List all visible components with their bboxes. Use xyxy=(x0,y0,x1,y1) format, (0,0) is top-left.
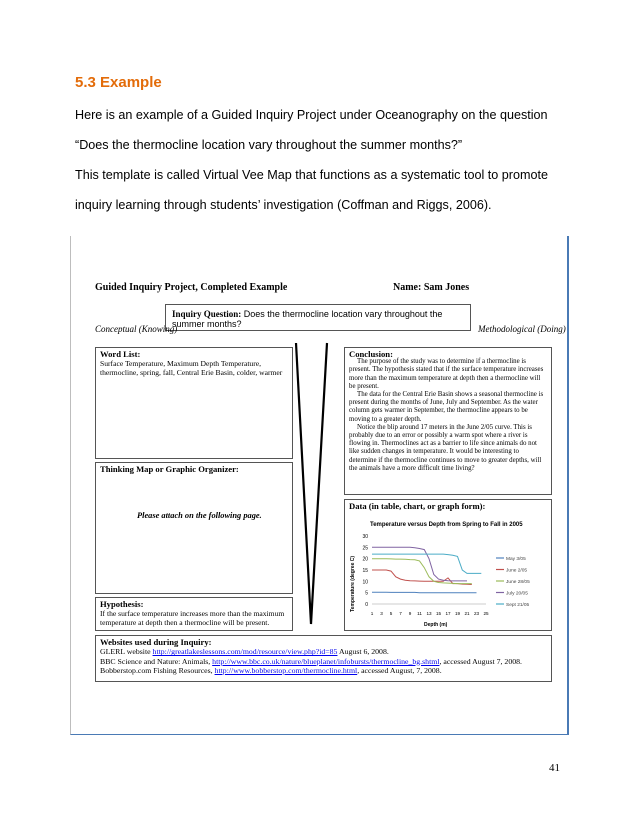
vee-title: Guided Inquiry Project, Completed Example xyxy=(95,282,288,293)
y-tick-label: 15 xyxy=(362,568,368,574)
website-3-date: , accessed August, 7, 2008. xyxy=(357,665,442,675)
intro-paragraph-4: inquiry learning through students’ investigation (Coffman and Riggs, 2006). xyxy=(75,198,492,212)
website-1-link[interactable]: http://greatlakeslessons.com/mod/resource/view.php?id=85 xyxy=(152,647,338,657)
series-line xyxy=(372,559,472,584)
x-tick-label: 25 xyxy=(483,611,489,616)
website-2-source: BBC Science and Nature: Animals, xyxy=(100,656,213,666)
legend-entry: June 28/05 xyxy=(506,579,530,585)
y-tick-label: 20 xyxy=(362,556,368,563)
x-tick-label: 5 xyxy=(389,611,393,616)
data-heading: Data (in table, chart, or graph form): xyxy=(349,501,486,511)
hypothesis-text: If the surface temperature increases more than the maximum temperature at depth then a thermocline will be present. xyxy=(100,609,285,627)
website-entry-2 xyxy=(100,657,547,666)
websites-box xyxy=(95,635,552,682)
legend-entry: July 20/05 xyxy=(506,591,528,597)
website-3-source: Bobberstop.com Fishing Resources, xyxy=(100,665,215,675)
x-tick-label: 23 xyxy=(473,611,480,616)
website-1-source: GLERL website xyxy=(100,647,153,657)
series-line xyxy=(372,592,477,593)
y-tick-label: 10 xyxy=(362,579,368,586)
x-tick-label: 1 xyxy=(370,611,374,616)
inquiry-question-text: Does the thermocline location vary throughout the summer months? xyxy=(172,309,443,329)
x-tick-label: 19 xyxy=(454,611,461,616)
hypothesis-box xyxy=(95,597,293,631)
thinking-map-heading: Thinking Map or Graphic Organizer: xyxy=(100,464,239,474)
chart-axes xyxy=(362,534,489,616)
website-entry-3 xyxy=(100,666,547,675)
hypothesis-heading: Hypothesis: xyxy=(100,599,144,609)
attach-note: Please attach on the following page. xyxy=(137,511,262,520)
website-entry-1 xyxy=(100,647,547,656)
word-list-text: Surface Temperature, Maximum Depth Temperature, thermocline, spring, fall, Central Erie Basin, colder, warmer xyxy=(100,359,283,377)
x-tick-label: 13 xyxy=(426,611,432,616)
conclusion-paragraph-3: Notice the blip around 17 meters in the June 2/05 curve. This is probably due to an error or possibly a warm spot where a river is flowing in. Thermoclines act as a barrier to life since animals do not like sudden changes in temperature. It would be interesting to determine if the thermocline continues to move to greater depths, will the animals have a more difficult time living? xyxy=(349,423,542,472)
intro-paragraph-1: Here is an example of a Guided Inquiry Project under Oceanography on the question xyxy=(75,108,548,122)
legend-entry: Sept 21/05 xyxy=(506,602,530,608)
y-tick-label: 0 xyxy=(365,602,368,608)
conclusion-heading: Conclusion: xyxy=(349,349,393,359)
chart-series xyxy=(372,547,481,592)
websites-heading: Websites used during Inquiry: xyxy=(100,637,212,647)
word-list-box xyxy=(95,347,293,459)
section-heading: 5.3 Example xyxy=(75,74,162,91)
x-tick-label: 9 xyxy=(408,611,412,616)
student-name: Name: Sam Jones xyxy=(393,282,470,293)
y-tick-label: 5 xyxy=(365,590,368,597)
x-tick-label: 15 xyxy=(435,611,442,616)
x-tick-label: 21 xyxy=(464,611,470,616)
website-2-date: , accessed August 7, 2008. xyxy=(439,656,522,666)
page-number: 41 xyxy=(549,762,560,774)
x-tick-label: 3 xyxy=(380,611,383,616)
intro-paragraph-3: This template is called Virtual Vee Map that functions as a systematic tool to promote xyxy=(75,168,548,182)
conceptual-label: Conceptual (Knowing) xyxy=(95,324,178,334)
x-tick-label: 7 xyxy=(399,611,402,616)
conclusion-box xyxy=(344,347,552,495)
chart-y-label: Temperature (degree C) xyxy=(350,555,356,612)
website-1-date: August 6, 2008. xyxy=(337,647,389,657)
y-tick-label: 25 xyxy=(362,545,368,552)
methodological-label: Methodological (Doing) xyxy=(478,324,566,334)
website-3-link[interactable]: http://www.bobberstop.com/thermocline.html xyxy=(214,665,358,675)
chart-legend xyxy=(496,556,530,608)
intro-paragraph-2: “Does the thermocline location vary throughout the summer months?” xyxy=(75,138,463,152)
series-line xyxy=(372,570,472,585)
conclusion-paragraph-1: The purpose of the study was to determine if a thermocline is present. The hypothesis stated that if the surface temperature increases more than the maximum temperature at depth then a thermocline will be present. xyxy=(349,358,544,390)
series-line xyxy=(372,547,467,581)
y-tick-label: 30 xyxy=(362,534,368,540)
temperature-depth-chart xyxy=(346,516,550,628)
chart-x-label: Depth (m) xyxy=(424,622,448,628)
legend-entry: May 3/05 xyxy=(506,556,526,562)
website-2-link[interactable]: http://www.bbc.co.uk/nature/blueplanet/infobursts/thermocline_bg.shtml xyxy=(212,656,440,666)
x-tick-label: 17 xyxy=(445,611,451,616)
chart-title: Temperature versus Depth from Spring to Fall in 2005 xyxy=(370,522,523,528)
x-tick-label: 11 xyxy=(417,611,422,616)
word-list-heading: Word List: xyxy=(100,349,141,359)
inquiry-question-label: Inquiry Question: xyxy=(172,309,242,319)
conclusion-paragraph-2: The data for the Central Erie Basin shows a seasonal thermocline is present during the months of June, July and September. As the water column gets warmer in September, the thermocline appears to be moving to a greater depth. xyxy=(349,391,544,423)
thinking-map-box xyxy=(95,462,293,594)
legend-entry: June 2/05 xyxy=(506,568,528,574)
